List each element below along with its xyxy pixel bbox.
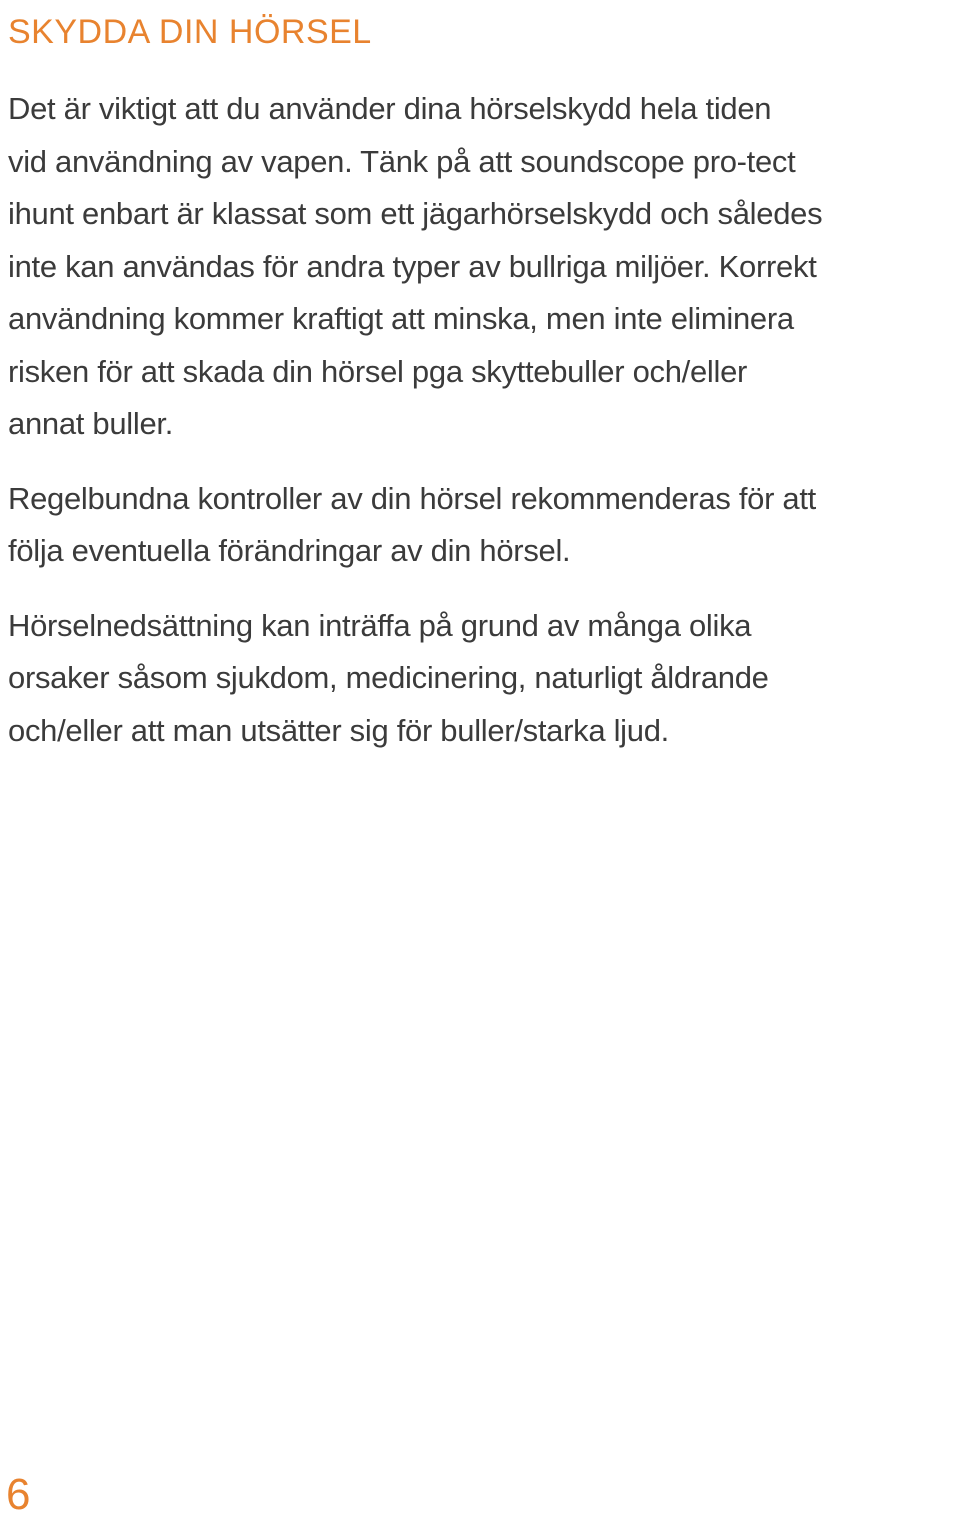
page-number: 6 xyxy=(6,1470,31,1519)
paragraph-hearing-loss-causes xyxy=(8,600,958,758)
text-line: annat buller. xyxy=(8,406,174,441)
text-line: Det är viktigt att du använder dina hörselskydd hela tiden xyxy=(8,91,772,126)
body-text xyxy=(8,83,958,779)
paragraph-hearing-protection-usage xyxy=(8,83,958,451)
paragraph-regular-checkups xyxy=(8,473,958,578)
text-line: inte kan användas för andra typer av bullriga miljöer. Korrekt xyxy=(8,248,817,284)
text-line: Regelbundna kontroller av din hörsel rekommenderas för att xyxy=(8,480,816,516)
text-line: följa eventuella förändringar av din hörsel. xyxy=(8,533,571,568)
text-line: vid användning av vapen. Tänk på att soundscope pro-tect xyxy=(8,143,796,179)
page-heading: SKYDDA DIN HÖRSEL xyxy=(8,13,372,51)
text-line: ihunt enbart är klassat som ett jägarhörselskydd och således xyxy=(8,196,823,231)
text-line: och/eller att man utsätter sig för buller/starka ljud. xyxy=(8,712,669,748)
text-line: Hörselnedsättning kan inträffa på grund av många olika xyxy=(8,607,752,643)
text-line: risken för att skada din hörsel pga skyttebuller och/eller xyxy=(8,353,748,389)
text-line: användning kommer kraftigt att minska, men inte eliminera xyxy=(8,301,794,336)
text-line: orsaker såsom sjukdom, medicinering, naturligt åldrande xyxy=(8,660,769,695)
